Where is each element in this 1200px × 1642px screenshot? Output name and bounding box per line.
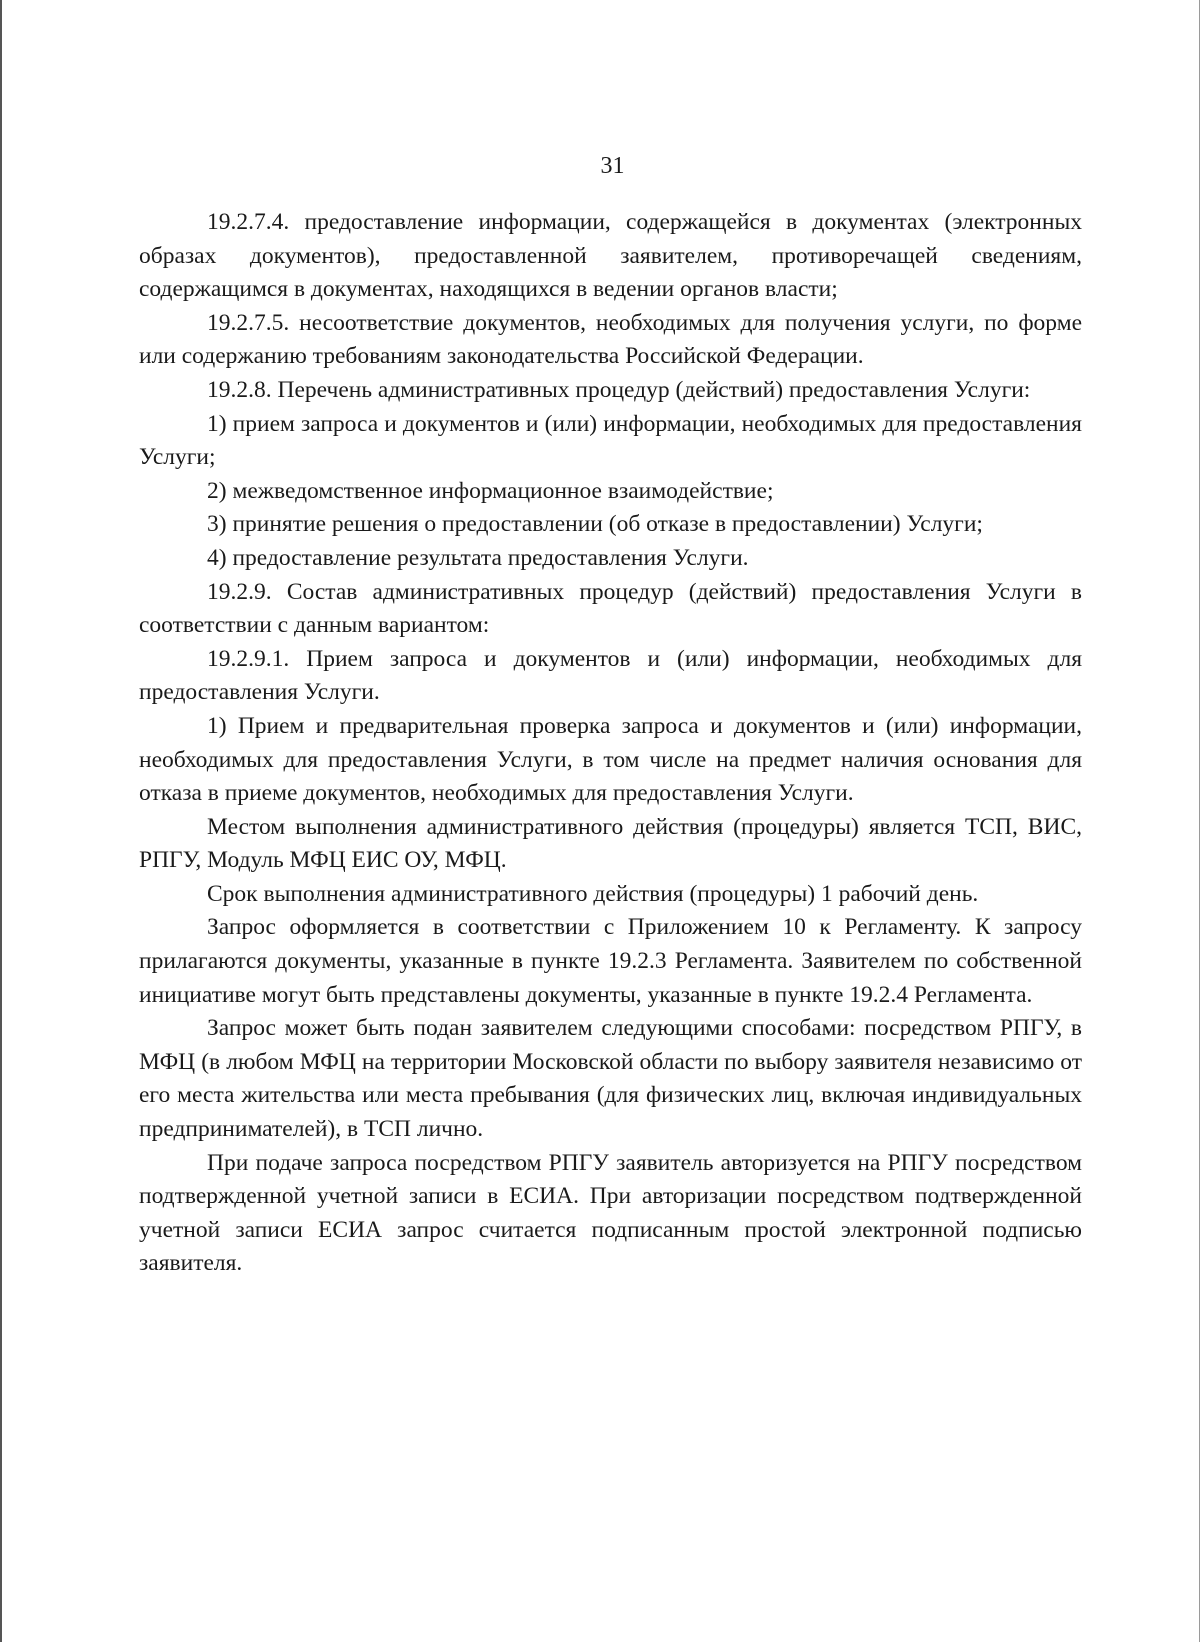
list-item-4: 4) предоставление результата предоставления Услуги. (207, 544, 749, 571)
list-item-3: 3) принятие решения о предоставлении (об отказе в предоставлении) Услуги; (207, 511, 983, 538)
paragraph-submission-methods: Запрос может быть подан заявителем следующими способами: посредством РПГУ, в МФЦ (в любом МФЦ на территории Московской области по выбору заявителя независимо от его места жительства или места пребывания (для физических лиц, включая индивидуальных предпринимателей), в ТСП лично. (139, 1015, 1082, 1143)
paragraph-19-2-9-1: 19.2.9.1. Прием запроса и документов и (или) информации, необходимых для предоставления Услуги. (139, 645, 1082, 706)
paragraph-authorization: При подаче запроса посредством РПГУ заявитель авторизуется на РПГУ посредством подтвержденной учетной записи в ЕСИА. При авторизации посредством подтвержденной учетной записи ЕСИА запрос считается подписанным простой электронной подписью заявителя. (139, 1149, 1082, 1277)
page-number: 31 (600, 153, 625, 179)
list-item-1: 1) прием запроса и документов и (или) информации, необходимых для предоставления Услуги; (139, 410, 1082, 471)
paragraph-19-2-9: 19.2.9. Состав административных процедур (действий) предоставления Услуги в соответствии с данным вариантом: (139, 578, 1082, 639)
list-item-2: 2) межведомственное информационное взаимодействие; (207, 477, 774, 504)
paragraph-19-2-8: 19.2.8. Перечень административных процедур (действий) предоставления Услуги: (207, 376, 1031, 403)
paragraph-19-2-7-4: 19.2.7.4. предоставление информации, содержащейся в документах (электронных образах документов), предоставленной заявителем, противоречащей сведениям, содержащимся в документах, находящихся в ведении органов власти; (139, 209, 1082, 303)
paragraph-19-2-7-5: 19.2.7.5. несоответствие документов, необходимых для получения услуги, по форме или содержанию требованиям законодательства Российской Федерации. (139, 309, 1082, 370)
paragraph-term: Срок выполнения административного действия (процедуры) 1 рабочий день. (207, 880, 979, 907)
document-body (139, 206, 1082, 1281)
paragraph-request-form: Запрос оформляется в соответствии с Приложением 10 к Регламенту. К запросу прилагаются документы, указанные в пункте 19.2.3 Регламента. Заявителем по собственной инициативе могут быть представлены документы, указанные в пункте 19.2.4 Регламента. (139, 914, 1082, 1008)
paragraph-place: Местом выполнения административного действия (процедуры) является ТСП, ВИС, РПГУ, Модуль МФЦ ЕИС ОУ, МФЦ. (139, 813, 1082, 874)
paragraph-reception-check: 1) Прием и предварительная проверка запроса и документов и (или) информации, необходимых для предоставления Услуги, в том числе на предмет наличия основания для отказа в приеме документов, необходимых для предоставления Услуги. (139, 712, 1082, 807)
scan-left-edge (0, 0, 2, 1642)
